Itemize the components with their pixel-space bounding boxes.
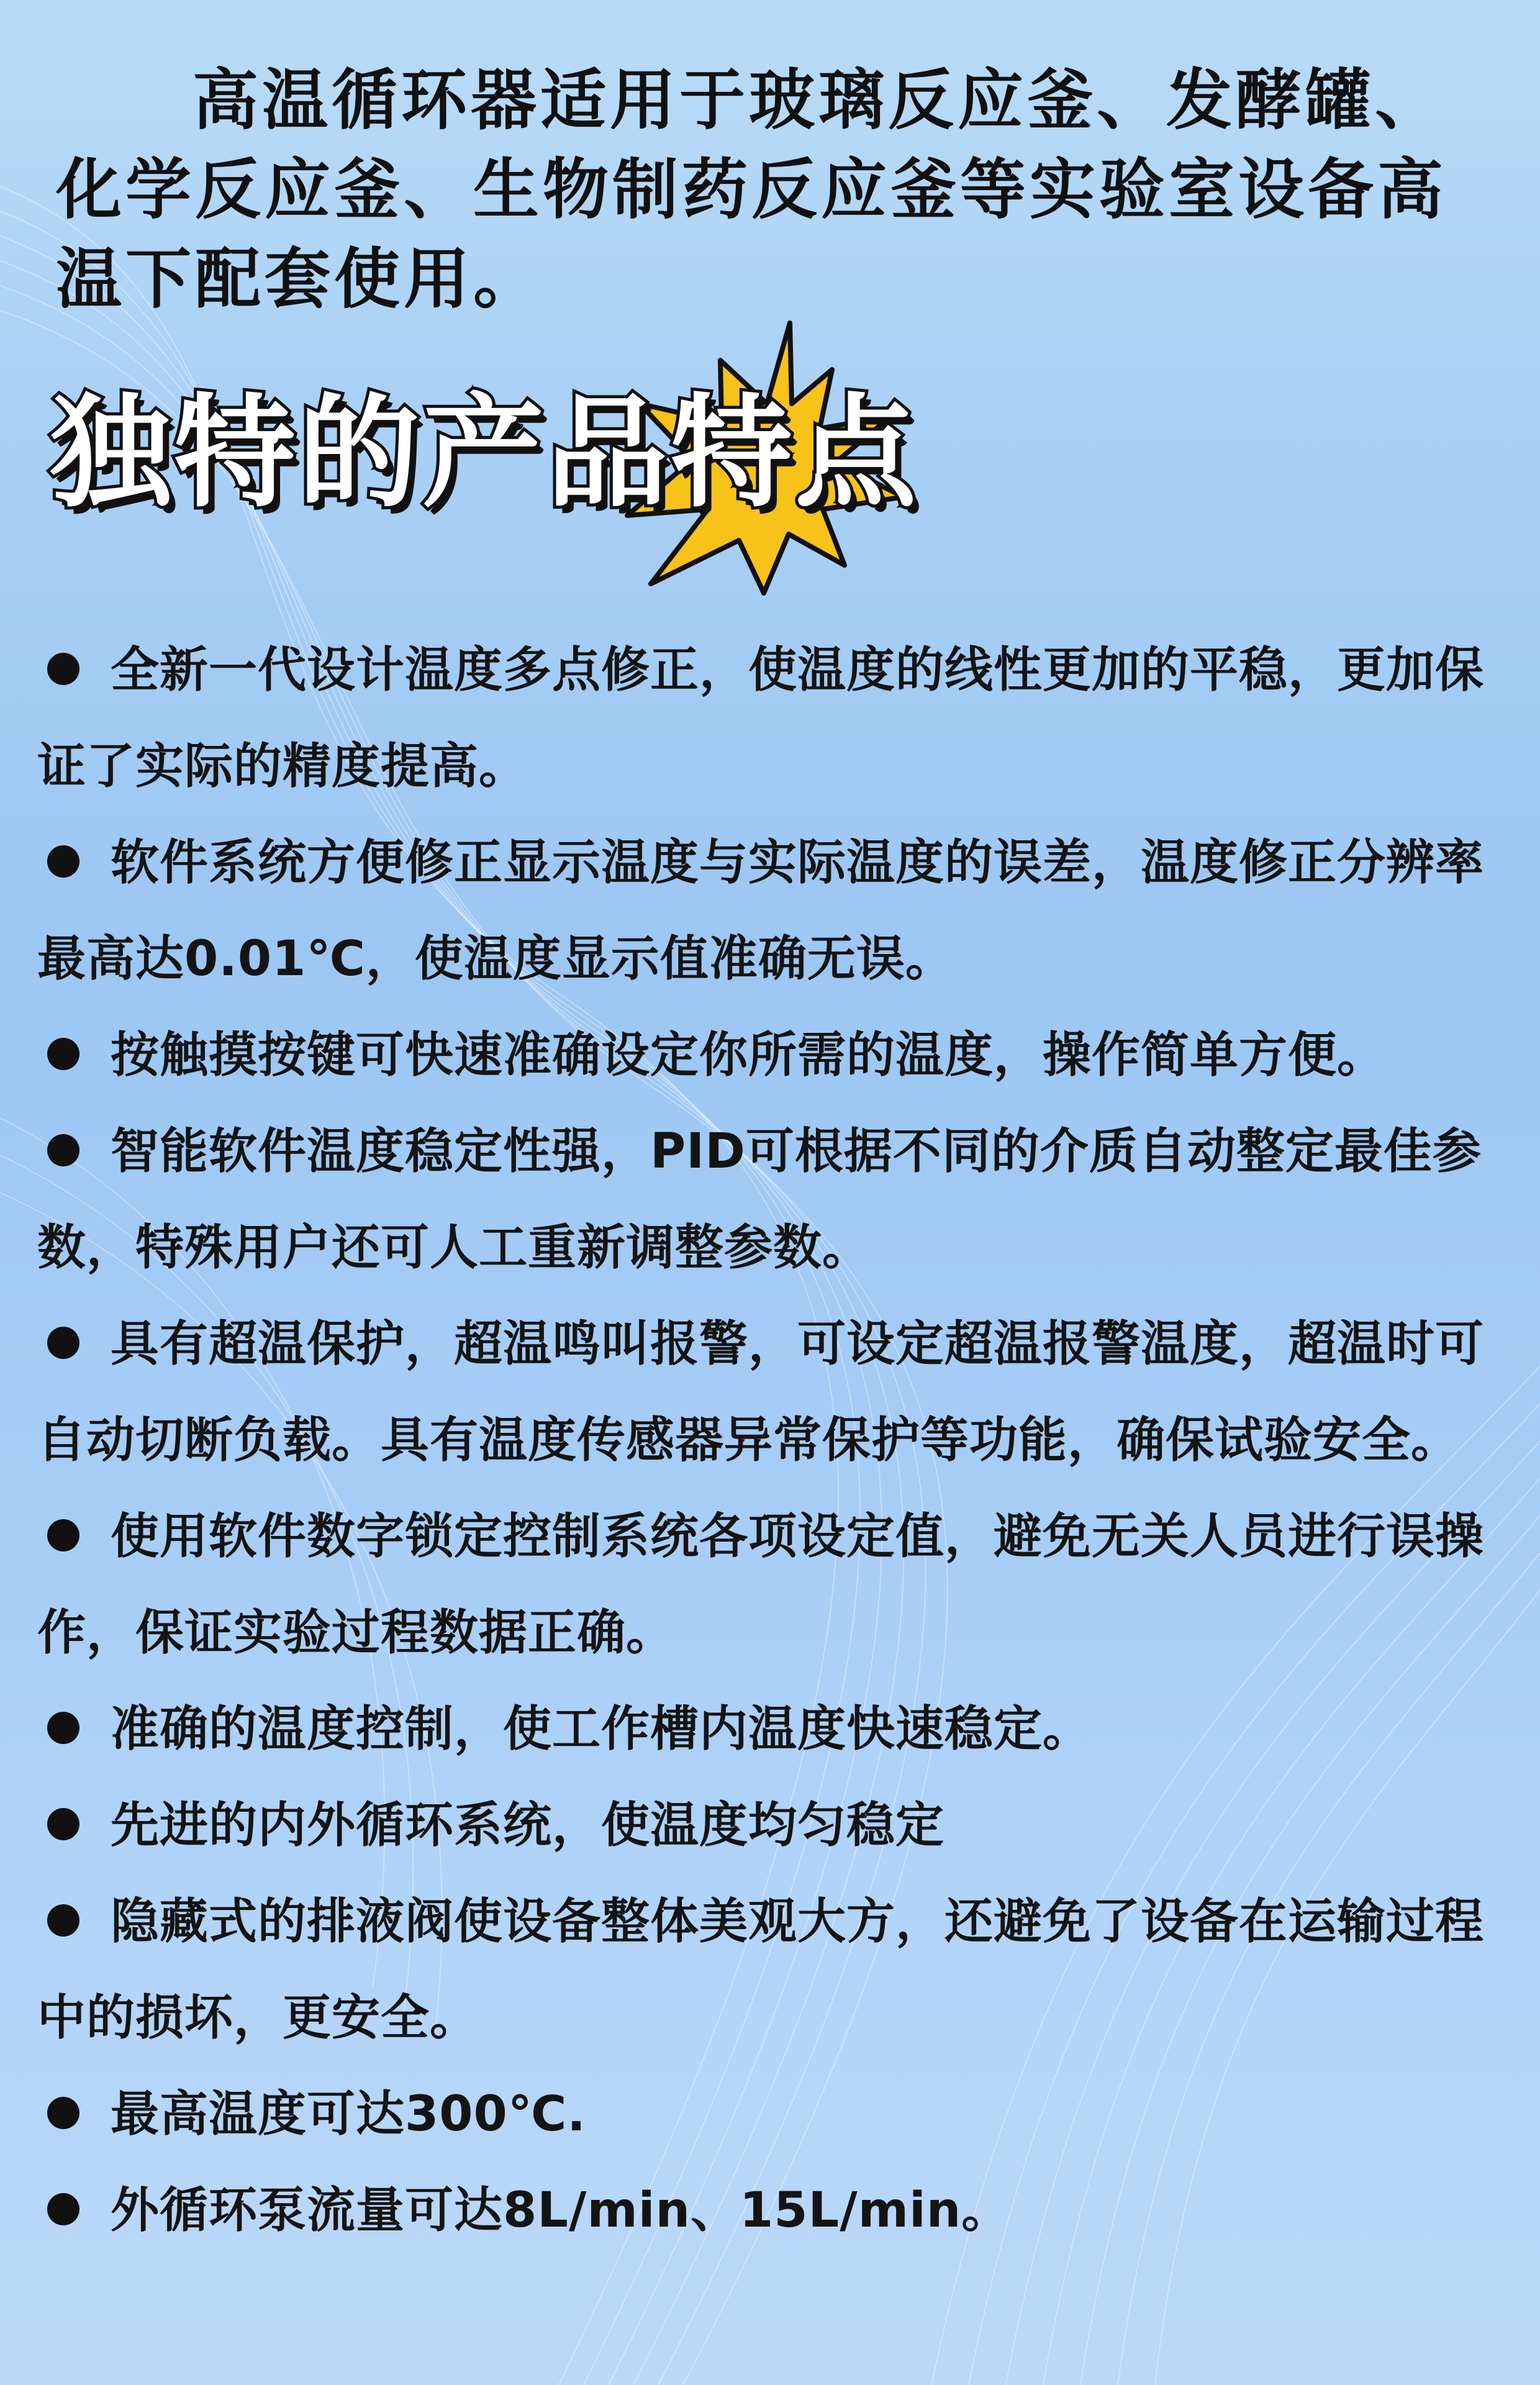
feature-item	[37, 815, 1503, 1007]
bullet-icon	[47, 1038, 79, 1070]
feature-list	[37, 622, 1503, 2259]
section-title: 独特的产品特点	[50, 383, 920, 524]
feature-item	[37, 1007, 1503, 1104]
bullet-icon	[47, 1519, 79, 1551]
feature-text: 具有超温保护，超温鸣叫报警，可设定超温报警温度，超温时可自动切断负载。具有温度传感器异常保护等功能，确保试验安全。	[37, 1316, 1485, 1468]
bullet-icon	[47, 2097, 79, 2129]
feature-text: 先进的内外循环系统，使温度均匀稳定	[111, 1797, 945, 1853]
feature-text: 智能软件温度稳定性强，PID可根据不同的介质自动整定最佳参数，特殊用户还可人工重新调整参数。	[37, 1124, 1482, 1276]
feature-text: 外循环泵流量可达8L/min、15L/min。	[111, 2183, 1011, 2238]
feature-item	[37, 1489, 1503, 1681]
feature-text: 最高温度可达300℃.	[111, 2086, 586, 2142]
bullet-icon	[47, 1904, 79, 1937]
feature-item	[37, 1104, 1503, 1296]
bullet-icon	[47, 2193, 79, 2225]
feature-text: 使用软件数字锁定控制系统各项设定值，避免无关人员进行误操作，保证实验过程数据正确。	[37, 1509, 1485, 1661]
bullet-icon	[47, 1134, 79, 1166]
feature-text: 准确的温度控制，使工作槽内温度快速稳定。	[111, 1701, 1092, 1757]
feature-item	[37, 1681, 1503, 1778]
intro-paragraph: 高温循环器适用于玻璃反应釜、发酵罐、化学反应釜、生物制药反应釜等实验室设备高温下配套使用。	[56, 62, 1447, 317]
feature-item	[37, 622, 1503, 815]
bullet-icon	[47, 845, 79, 878]
feature-text: 软件系统方便修正显示温度与实际温度的误差，温度修正分辨率最高达0.01℃，使温度显示值准确无误。	[37, 835, 1485, 987]
bullet-icon	[47, 1327, 79, 1359]
bullet-icon	[47, 653, 79, 685]
feature-item	[37, 2163, 1503, 2259]
bullet-icon	[47, 1808, 79, 1840]
feature-text: 按触摸按键可快速准确设定你所需的温度，操作简单方便。	[111, 1027, 1387, 1083]
bullet-icon	[47, 1712, 79, 1744]
feature-item	[37, 1296, 1503, 1489]
feature-text: 隐藏式的排液阀使设备整体美观大方，还避免了设备在运输过程中的损坏，更安全。	[37, 1894, 1485, 2046]
feature-text: 全新一代设计温度多点修正，使温度的线性更加的平稳，更加保证了实际的精度提高。	[37, 642, 1485, 794]
feature-item	[37, 2066, 1503, 2163]
feature-item	[37, 1778, 1503, 1874]
feature-item	[37, 1874, 1503, 2066]
